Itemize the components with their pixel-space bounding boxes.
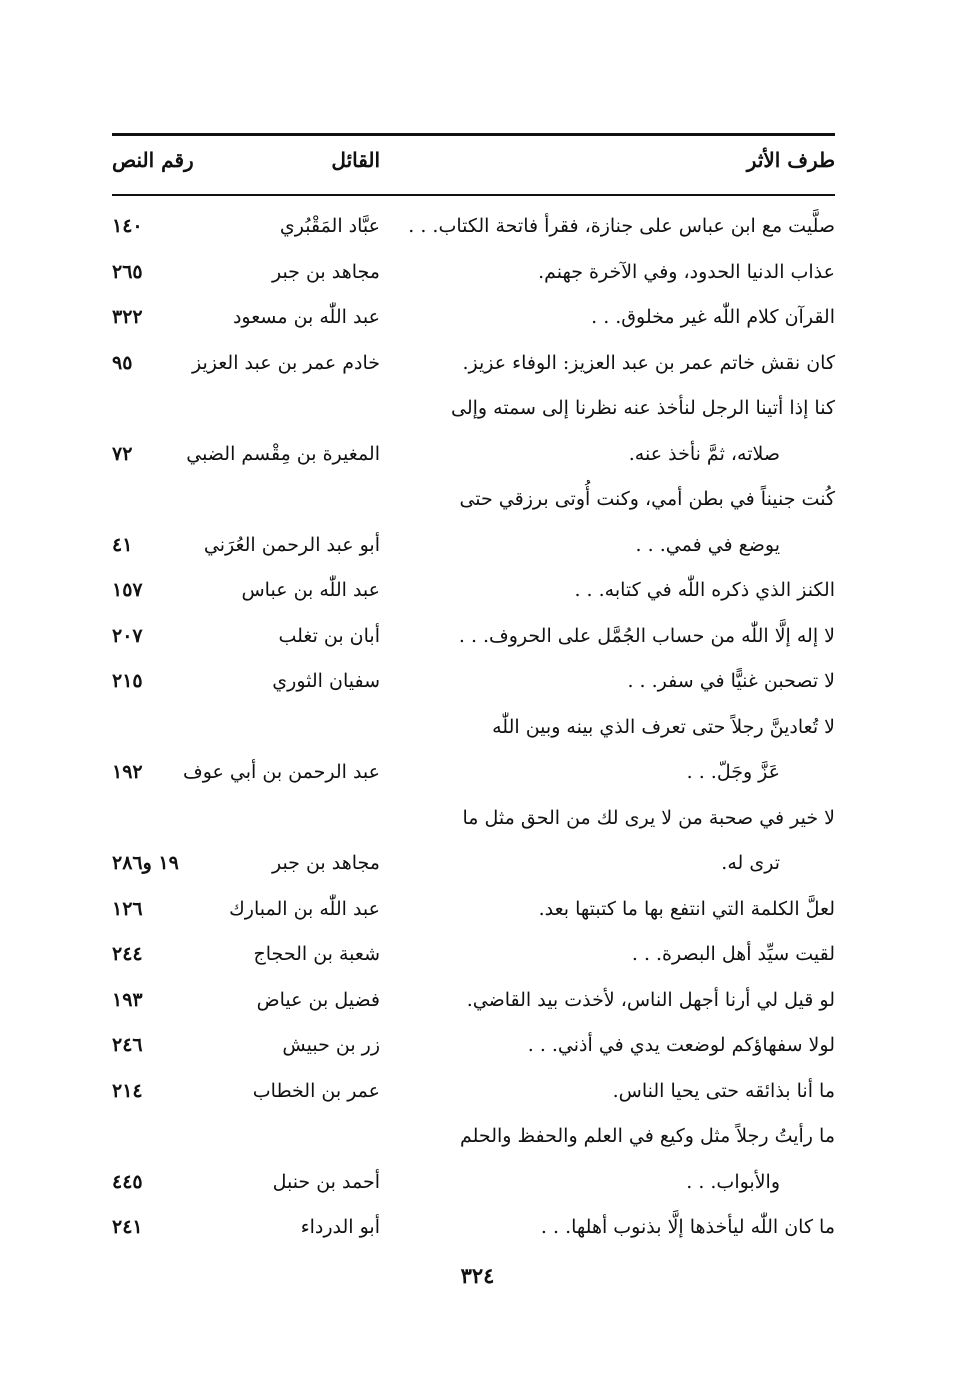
table-row: [112, 796, 835, 842]
text-number: ١٢٦: [112, 897, 143, 920]
text-number: ٢٤٤: [112, 943, 143, 965]
sayer-name: أبو عبد الرحمن العُرَني: [203, 533, 380, 556]
table-row: [112, 614, 835, 660]
athar-text: كُنت جنيناً في بطن أمي، وكنت أُوتى برزقي حتى: [459, 488, 835, 510]
header-sayer-column: القائل: [331, 148, 380, 172]
athar-text: لا خير في صحبة من لا يرى لك من الحق مثل ما: [462, 806, 835, 829]
sayer-name: شعبة بن الحجاج: [253, 943, 380, 965]
athar-text: يوضع في فمي. . .: [635, 533, 780, 556]
text-number: ٧٢: [112, 442, 133, 465]
text-number: ٢١٤: [112, 1079, 143, 1102]
sayer-name: عبد الرحمن بن أبي عوف: [183, 761, 380, 783]
table-row: [112, 659, 835, 705]
table-row: [112, 432, 835, 478]
sayer-name: سفيان الثوري: [272, 670, 380, 692]
table-row: [112, 841, 835, 887]
text-number: ٢٠٧: [112, 624, 143, 647]
table-row: [112, 1160, 835, 1206]
table-header: [112, 136, 835, 194]
text-number: ١٥٧: [112, 579, 143, 601]
text-number: ٢١٥: [112, 670, 143, 692]
table-row: [112, 386, 835, 432]
text-number: ٤٤٥: [112, 1170, 143, 1193]
table-row: [112, 1205, 835, 1251]
text-number: ٣٢٢: [112, 306, 143, 328]
sayer-name: عبد اللّٰه بن عباس: [241, 579, 380, 601]
text-number: ٢٤١: [112, 1216, 143, 1238]
header-number-column: رقم النص: [112, 148, 194, 172]
athar-text: صلَّيت مع ابن عباس على جنازة، فقرأ فاتحة الكتاب. . .: [408, 215, 835, 237]
athar-text: الكنز الذي ذكره اللّٰه في كتابه. . .: [574, 579, 835, 601]
table-row: [112, 1114, 835, 1160]
sayer-name: خادم عمر بن عبد العزيز: [191, 351, 380, 374]
athar-text: ما رأيتُ رجلاً مثل وكيع في العلم والحفظ والحلم: [460, 1125, 835, 1147]
table-row: [112, 295, 835, 341]
athar-text: ما كان اللّٰه ليأخذها إلَّا بذنوب أهلها. . .: [540, 1216, 835, 1238]
athar-text: لا تُعادينَّ رجلاً حتى تعرف الذي بينه وبين اللّٰه: [492, 715, 835, 738]
athar-text: عَزَّ وجَلّ. . .: [686, 761, 780, 783]
sayer-name: مجاهد بن جبر: [271, 260, 380, 283]
athar-text: لقيت سيِّد أهل البصرة. . .: [631, 943, 835, 965]
athar-text: ما أنا بذائقه حتى يحيا الناس.: [612, 1079, 835, 1102]
athar-text: ترى له.: [721, 852, 780, 874]
athar-text: لو قيل لي أرنا أجهل الناس، لأخذت بيد القاضي.: [466, 988, 835, 1011]
text-number: ١٩٢: [112, 761, 143, 783]
athar-text: لا تصحبن غنيًّا في سفر. . .: [627, 670, 835, 692]
table-row: [112, 932, 835, 978]
sayer-name: مجاهد بن جبر: [271, 852, 380, 874]
athar-text: والأبواب. . .: [686, 1170, 780, 1193]
athar-text: القرآن كلام اللّٰه غير مخلوق. . .: [591, 306, 835, 328]
table-rows: [112, 204, 835, 1251]
athar-text: كان نقش خاتم عمر بن عبد العزيز: الوفاء عزيز.: [462, 351, 835, 374]
text-number: ١٤٠: [112, 215, 143, 237]
athar-text: عذاب الدنيا الحدود، وفي الآخرة جهنم.: [538, 260, 835, 283]
text-number: ٢٦٥: [112, 260, 143, 283]
athar-text: صلاته، ثمَّ نأخذ عنه.: [628, 442, 780, 465]
sayer-name: أبان بن تغلب: [278, 624, 380, 647]
table-row: [112, 341, 835, 387]
table-row: [112, 250, 835, 296]
athar-text: لا إله إلَّا اللّٰه من حساب الجُمَّل على الحروف. . .: [458, 624, 835, 647]
table-row: [112, 523, 835, 569]
page-number: ٣٢٤: [460, 1263, 495, 1288]
table-row: [112, 477, 835, 523]
table-row: [112, 705, 835, 751]
text-number: ٩٥: [112, 351, 133, 374]
sayer-name: عبد اللّٰه بن مسعود: [232, 306, 380, 328]
sayer-name: عبَّاد المَقْبُري: [279, 215, 380, 237]
table-row: [112, 887, 835, 933]
table-row: [112, 750, 835, 796]
sayer-name: أحمد بن حنبل: [272, 1170, 380, 1193]
table-row: [112, 978, 835, 1024]
text-number: ١٩٣: [112, 988, 143, 1011]
table-row: [112, 1023, 835, 1069]
header-text-column: طرف الأثر: [746, 148, 835, 172]
index-table: [112, 133, 835, 1251]
table-row: [112, 568, 835, 614]
table-row: [112, 1069, 835, 1115]
sayer-name: أبو الدرداء: [300, 1216, 380, 1238]
sayer-name: عمر بن الخطاب: [252, 1079, 380, 1102]
athar-text: لعلَّ الكلمة التي انتفع بها ما كتبتها بعد.: [538, 897, 835, 920]
sayer-name: عبد اللّٰه بن المبارك: [229, 897, 380, 920]
text-number: ١٩ و٢٨٦: [112, 852, 179, 874]
sayer-name: فضيل بن عياض: [256, 988, 380, 1011]
sayer-name: زر بن حبيش: [282, 1034, 380, 1056]
athar-text: لولا سفهاؤكم لوضعت يدي في أذني. . .: [527, 1034, 835, 1056]
text-number: ٤١: [112, 533, 133, 556]
athar-text: كنا إذا أتينا الرجل لنأخذ عنه نظرنا إلى سمته وإلى: [451, 397, 835, 419]
sayer-name: المغيرة بن مِقْسم الضبي: [186, 442, 380, 465]
table-row: [112, 204, 835, 250]
text-number: ٢٤٦: [112, 1034, 143, 1056]
